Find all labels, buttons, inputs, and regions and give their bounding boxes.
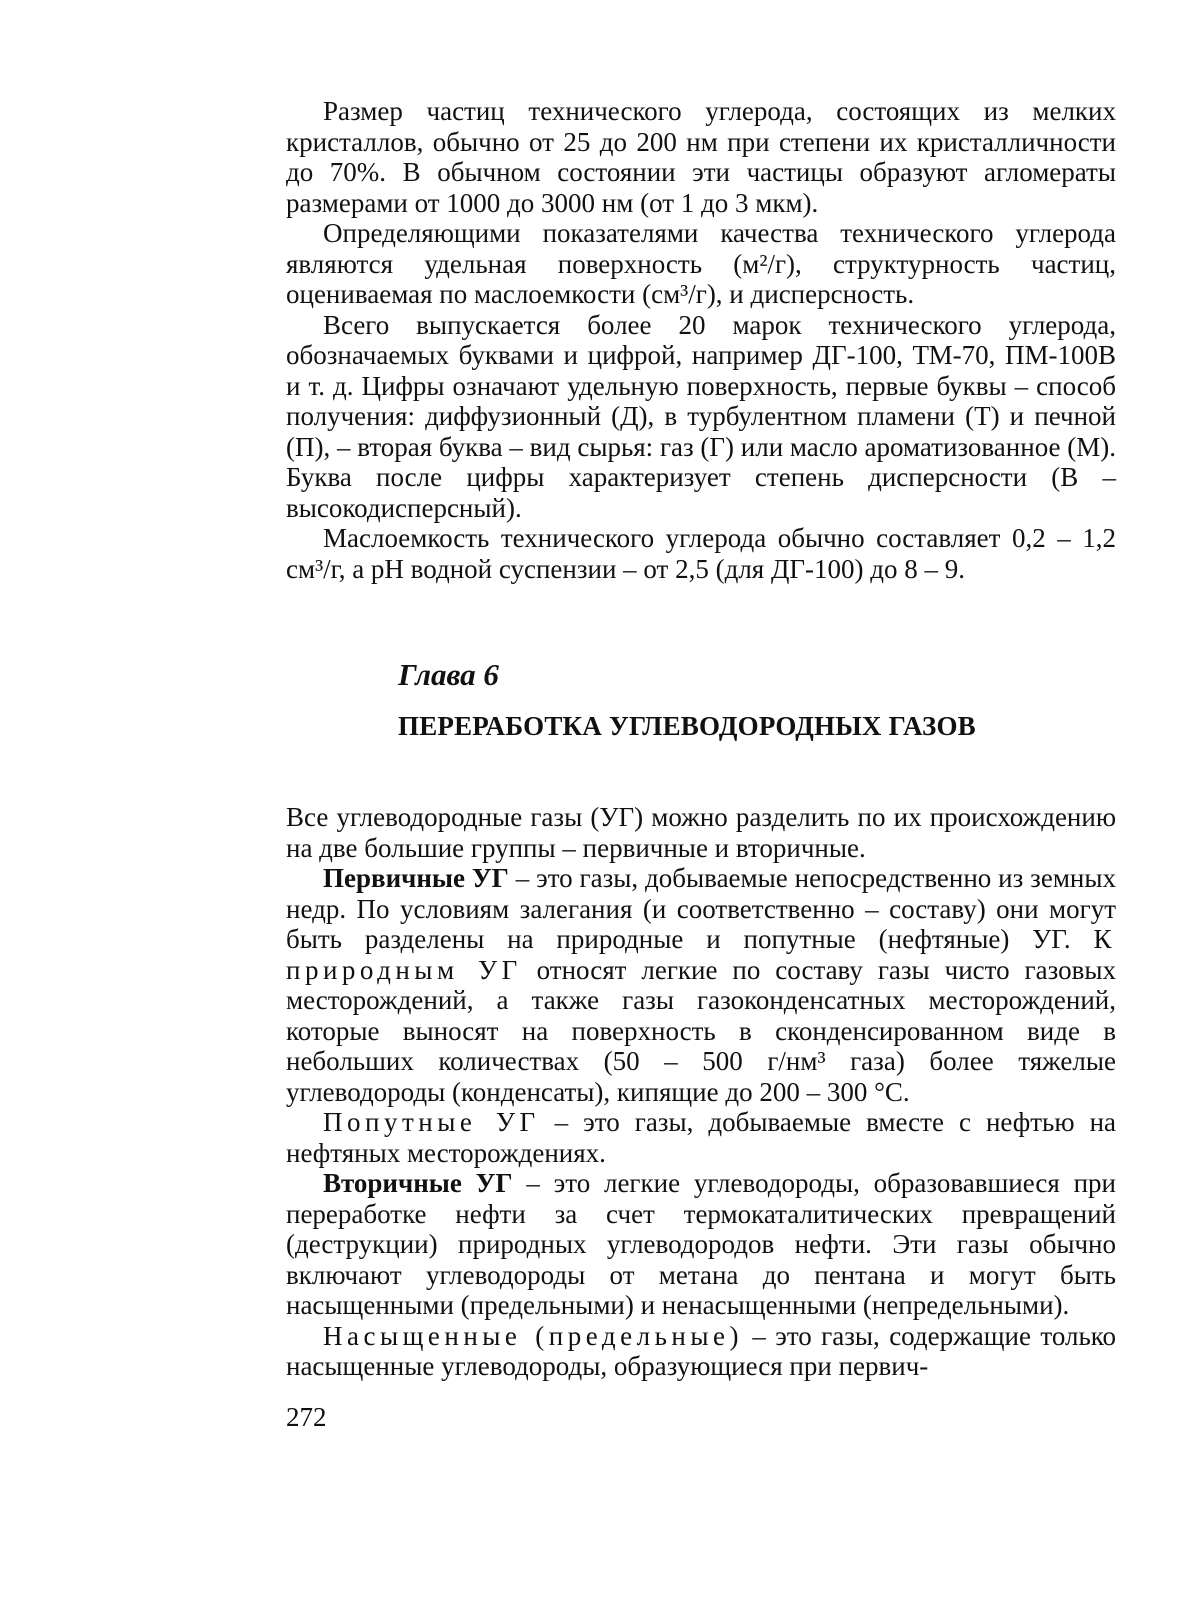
primary-gases-text-1: – это газы, добываемые непосредственно из земных недр. По условиям залегания (и соответственно – составу) они могут быть разделены на природные и попутные (нефтяные) УГ. — [286, 863, 1116, 954]
page-content — [286, 96, 1116, 1382]
paragraph-saturated-gases — [286, 1321, 1116, 1382]
term-associated-gases: Попутные УГ — [323, 1107, 540, 1137]
paragraph-gas-classification: Все углеводородные газы (УГ) можно разделить по их происхождению на две большие группы – первичные и вторичные. — [286, 802, 1116, 863]
term-saturated-gases: Насыщенные (предельные) — [323, 1320, 743, 1351]
paragraph-secondary-gases — [286, 1168, 1116, 1321]
paragraph-associated-gases — [286, 1107, 1116, 1168]
secondary-gases-text: – это легкие углеводороды, образовавшиеся при переработке нефти за счет термокаталитических превращений (деструкции) природных углеводородов нефти. Эти газы обычно включают углеводороды от метана до пентана и могут быть насыщенными (предельными) и ненасыщенными (непредельными). — [286, 1168, 1116, 1320]
chapter-label: Глава 6 — [398, 657, 499, 692]
primary-gases-text-2: относят легкие по составу газы чисто газовых месторождений, а также газы газоконденсатных месторождений, которые выносят на поверхность в сконденсированном виде в небольших количествах (50 – 500 г/нм³ газа) более тяжелые углеводороды (конденсаты), кипящие до 200 – 300 °С. — [286, 954, 1117, 1107]
page-number: 272 — [286, 1402, 327, 1432]
term-primary-gases: Первичные УГ — [323, 863, 509, 893]
paragraph-particle-size: Размер частиц технического углерода, состоящих из мелких кристаллов, обычно от 25 до 200 нм при степени их кристалличности до 70%. В обычном состоянии эти частицы образуют агломераты размерами от 1000 до 3000 нм (от 1 до 3 мкм). — [286, 96, 1116, 218]
paragraph-carbon-grades: Всего выпускается более 20 марок технического углерода, обозначаемых буквами и цифрой, например ДГ-100, ТМ-70, ПМ-100В и т. д. Цифры означают удельную поверхность, первые буквы – способ получения: диффузионный (Д), в турбулентном пламени (Т) и печной (П), – вторая буква – вид сырья: газ (Г) или масло ароматизованное (М). Буква после цифры характеризует степень дисперсности (В – высокодисперсный). — [286, 309, 1116, 523]
saturated-gases-text: – это газы, содержащие только насыщенные углеводороды, образующиеся при первич- — [286, 1320, 1117, 1381]
paragraph-oil-absorption: Маслоемкость технического углерода обычно составляет 0,2 – 1,2 см³/г, а pH водной суспензии – от 2,5 (для ДГ-100) до 8 – 9. — [286, 523, 1116, 584]
term-secondary-gases: Вторичные УГ — [323, 1168, 513, 1198]
term-natural-gases: К природным УГ — [286, 924, 1116, 985]
paragraph-primary-gases — [286, 863, 1116, 1107]
associated-gases-text: – это газы, добываемые вместе с нефтью на нефтяных месторождениях. — [286, 1107, 1116, 1168]
chapter-title: ПЕРЕРАБОТКА УГЛЕВОДОРОДНЫХ ГАЗОВ — [398, 711, 976, 741]
paragraph-quality-indicators: Определяющими показателями качества технического углерода являются удельная поверхность (м²/г), структурность частиц, оцениваемая по маслоемкости (см³/г), и дисперсность. — [286, 218, 1116, 309]
